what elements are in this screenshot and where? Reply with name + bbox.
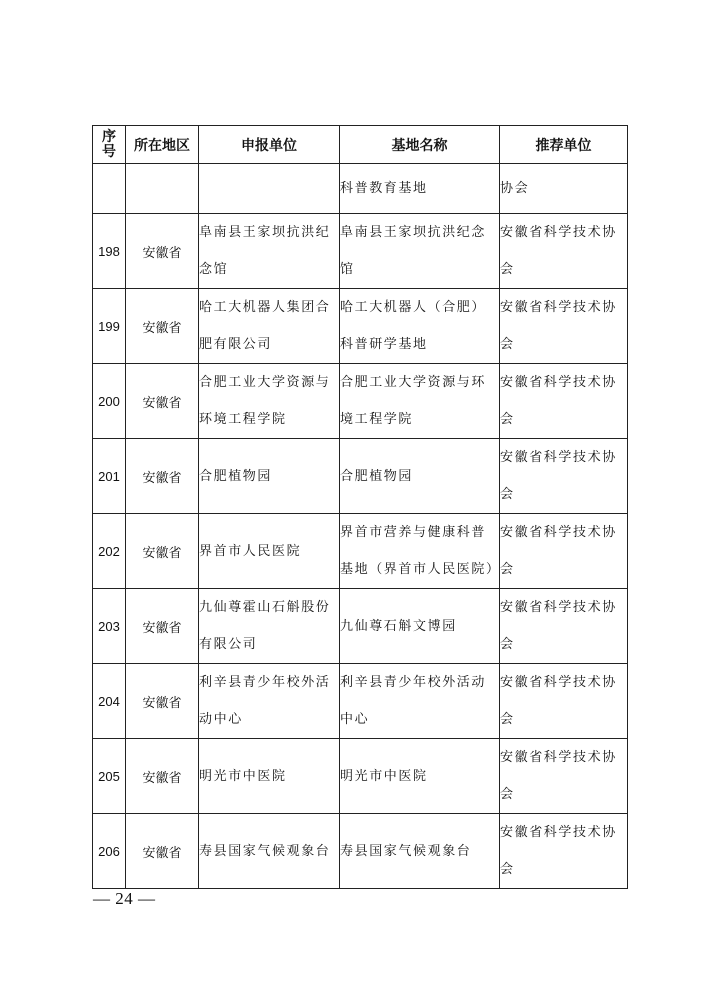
table-row [93,514,628,589]
cell-recommender: 安徽省科学技术协会 [500,214,628,289]
cell-num: 204 [93,664,126,739]
cell-base-name: 利辛县青少年校外活动中心 [340,664,500,739]
table-row-continuation [93,164,628,214]
cell-base-name: 九仙尊石斛文博园 [340,589,500,664]
cell-num: 202 [93,514,126,589]
cell-applicant: 寿县国家气候观象台 [199,814,340,889]
header-recommender: 推荐单位 [500,126,628,164]
page-number: — 24 — [93,889,156,908]
cell-num [93,164,126,214]
cell-applicant: 利辛县青少年校外活动中心 [199,664,340,739]
table-row [93,439,628,514]
cell-num: 206 [93,814,126,889]
cell-base-name: 科普教育基地 [340,164,500,214]
cell-num: 199 [93,289,126,364]
table-row [93,364,628,439]
cell-base-name: 界首市营养与健康科普基地（界首市人民医院） [340,514,500,589]
header-seq: 序 号 [93,126,126,164]
header-base-name: 基地名称 [340,126,500,164]
cell-base-name: 阜南县王家坝抗洪纪念馆 [340,214,500,289]
cell-recommender: 安徽省科学技术协会 [500,514,628,589]
header-region: 所在地区 [126,126,199,164]
table-row [93,589,628,664]
base-list-table [92,125,628,889]
cell-region: 安徽省 [126,439,199,514]
cell-base-name: 哈工大机器人（合肥）科普研学基地 [340,289,500,364]
cell-base-name: 合肥植物园 [340,439,500,514]
table-row [93,739,628,814]
cell-region: 安徽省 [126,664,199,739]
cell-region: 安徽省 [126,514,199,589]
table-header-row [93,126,628,164]
cell-num: 205 [93,739,126,814]
cell-region: 安徽省 [126,814,199,889]
cell-num: 198 [93,214,126,289]
header-applicant: 申报单位 [199,126,340,164]
cell-base-name: 合肥工业大学资源与环境工程学院 [340,364,500,439]
cell-applicant: 界首市人民医院 [199,514,340,589]
cell-num: 200 [93,364,126,439]
cell-applicant: 明光市中医院 [199,739,340,814]
cell-num: 201 [93,439,126,514]
table-row [93,664,628,739]
table-row [93,289,628,364]
cell-applicant: 阜南县王家坝抗洪纪念馆 [199,214,340,289]
cell-recommender: 安徽省科学技术协会 [500,739,628,814]
cell-applicant: 九仙尊霍山石斛股份有限公司 [199,589,340,664]
cell-recommender: 安徽省科学技术协会 [500,439,628,514]
cell-applicant: 合肥工业大学资源与环境工程学院 [199,364,340,439]
cell-recommender: 安徽省科学技术协会 [500,814,628,889]
cell-recommender: 安徽省科学技术协会 [500,589,628,664]
cell-region: 安徽省 [126,739,199,814]
table-row [93,214,628,289]
cell-recommender: 协会 [500,164,628,214]
cell-recommender: 安徽省科学技术协会 [500,664,628,739]
cell-region [126,164,199,214]
cell-applicant: 哈工大机器人集团合肥有限公司 [199,289,340,364]
cell-recommender: 安徽省科学技术协会 [500,364,628,439]
cell-applicant: 合肥植物园 [199,439,340,514]
cell-region: 安徽省 [126,364,199,439]
cell-region: 安徽省 [126,289,199,364]
table-row [93,814,628,889]
cell-recommender: 安徽省科学技术协会 [500,289,628,364]
cell-applicant [199,164,340,214]
cell-num: 203 [93,589,126,664]
cell-base-name: 明光市中医院 [340,739,500,814]
cell-region: 安徽省 [126,214,199,289]
cell-region: 安徽省 [126,589,199,664]
cell-base-name: 寿县国家气候观象台 [340,814,500,889]
